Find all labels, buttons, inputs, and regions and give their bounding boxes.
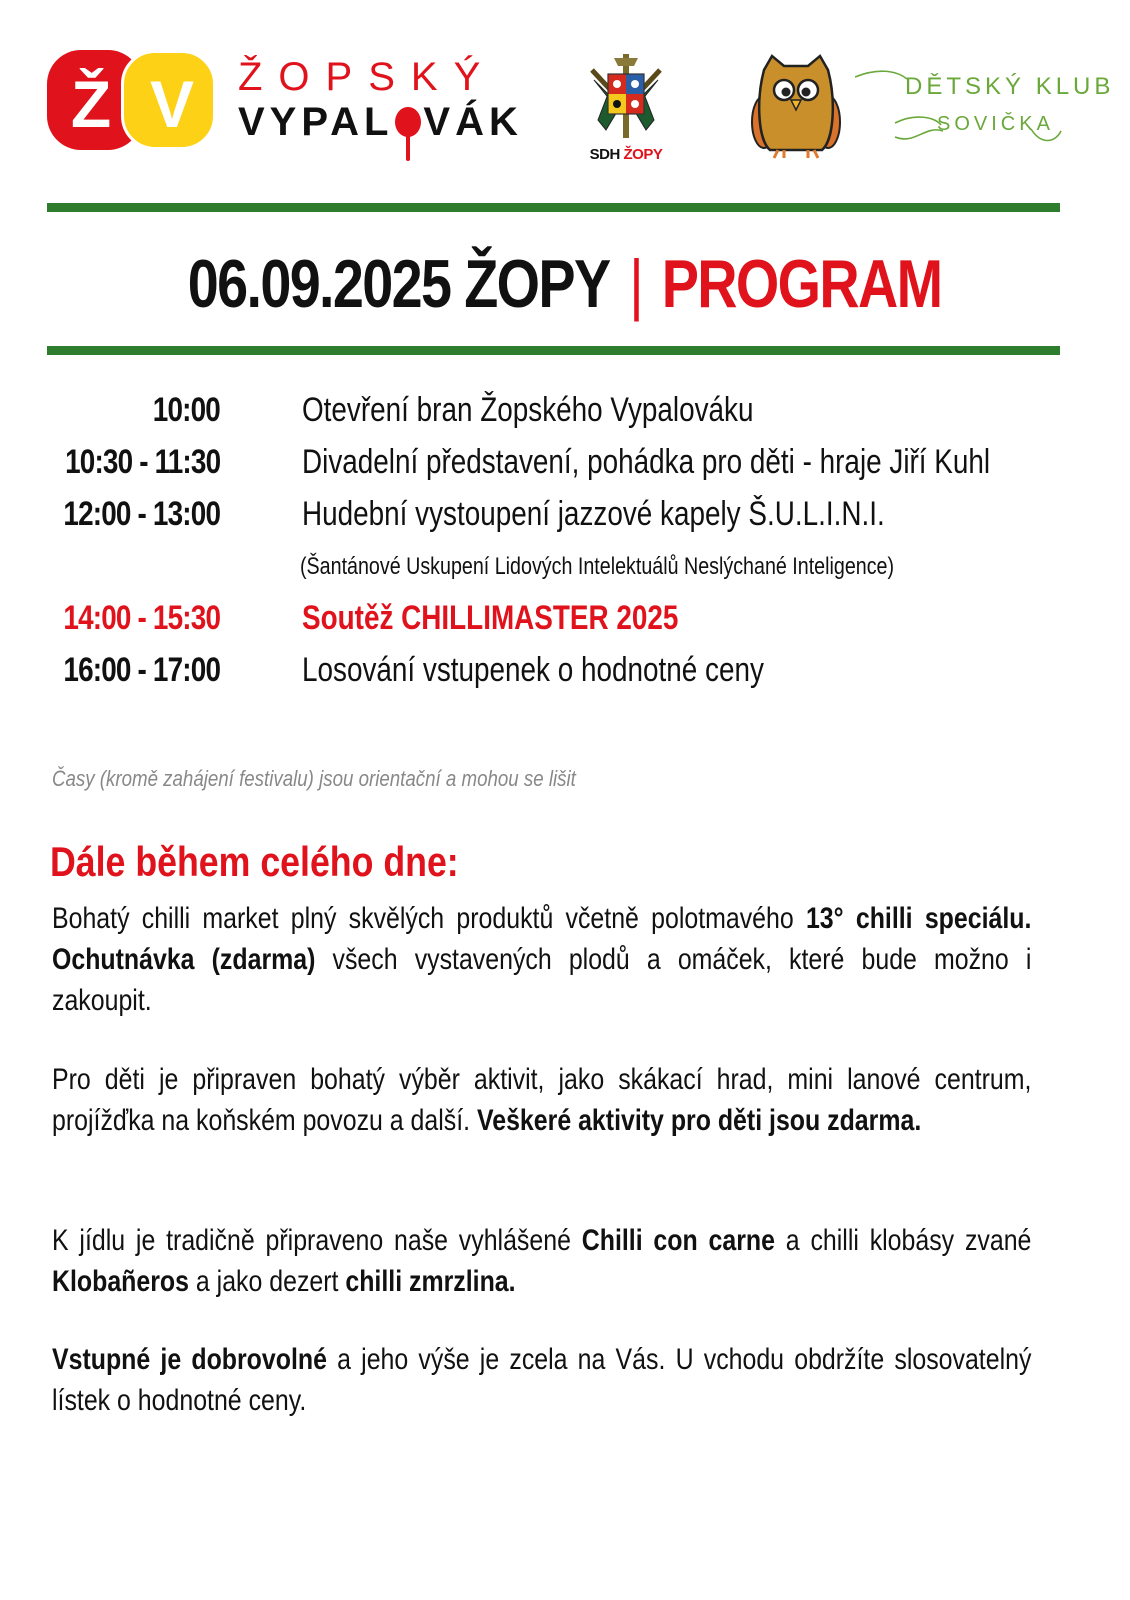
paragraph-kids bbox=[52, 1059, 1031, 1141]
sdh-name: ŽOPY bbox=[623, 146, 663, 163]
text-bold: Chilli con carne bbox=[581, 1224, 775, 1257]
text-bold: Veškeré aktivity pro děti jsou zdarma. bbox=[476, 1104, 922, 1137]
owl-icon bbox=[750, 50, 842, 162]
brand-line2-start: VYPAL bbox=[238, 100, 394, 144]
schedule-row-highlight bbox=[0, 593, 1130, 645]
schedule-desc: Losování vstupenek o hodnotné ceny bbox=[302, 651, 764, 689]
text: a chilli klobásy zvané bbox=[774, 1224, 1032, 1257]
title-date-place: 06.09.2025 ŽOPY bbox=[188, 246, 610, 322]
program-schedule bbox=[0, 385, 1130, 697]
schedule-time bbox=[138, 391, 220, 430]
schedule-time-text: 16:00 - 17:00 bbox=[63, 651, 220, 689]
schedule-desc: Soutěž CHILLIMASTER 2025 bbox=[302, 599, 679, 637]
firefighter-crest-icon bbox=[588, 50, 664, 142]
text: a jeho výše je zcela na Vás. U vchodu obdržíte slosovatelný lístek o hodnotné ceny. bbox=[52, 1343, 1032, 1417]
sdh-prefix: SDH bbox=[589, 146, 620, 163]
zv-logo-letter-v: V bbox=[149, 67, 195, 141]
schedule-row bbox=[0, 645, 1130, 697]
sdh-logo bbox=[580, 50, 672, 170]
paragraph-entry bbox=[52, 1339, 1031, 1421]
title-program: PROGRAM bbox=[662, 246, 942, 322]
schedule-time bbox=[31, 443, 220, 482]
chili-icon bbox=[395, 107, 421, 137]
text: všech vystavených plodů a omáček, které bude možno i zakoupit. bbox=[52, 943, 1032, 1017]
text: Pro děti je připraven bohatý výběr aktivit, jako skákací hrad, mini lanové centrum, projížďka na koňském povozu a další. bbox=[52, 1063, 1032, 1137]
schedule-row bbox=[0, 385, 1130, 437]
schedule-row-subnote bbox=[0, 541, 1130, 593]
title-rule-bottom bbox=[47, 346, 1060, 355]
schedule-time bbox=[29, 495, 220, 534]
detsky-klub-logo bbox=[855, 65, 1115, 155]
brand-line2 bbox=[238, 99, 523, 145]
schedule-time-text: 14:00 - 15:30 bbox=[63, 599, 220, 637]
club-name-line2: SOVIČKA bbox=[937, 113, 1054, 135]
schedule-time-text: 10:00 bbox=[152, 391, 220, 429]
text: Bohatý chilli market plný skvělých produktů včetně polotmavého bbox=[52, 902, 806, 935]
brand-line1: ŽOPSKÝ bbox=[238, 55, 497, 99]
text-bold: chilli zmrzlina. bbox=[345, 1265, 516, 1298]
schedule-desc: Hudební vystoupení jazzové kapely Š.U.L.I.N.I. bbox=[302, 495, 885, 533]
text: a jako dezert bbox=[188, 1265, 346, 1298]
times-disclaimer: Časy (kromě zahájení festivalu) jsou orientační a mohou se lišit bbox=[52, 766, 576, 791]
zv-logo bbox=[47, 50, 217, 150]
brand-wordmark bbox=[238, 55, 523, 145]
schedule-row bbox=[0, 437, 1130, 489]
sdh-label bbox=[580, 146, 672, 163]
paragraph-market bbox=[52, 898, 1031, 1021]
text-bold: 13° chilli speciálu. Ochutnávka (zdarma) bbox=[52, 902, 1032, 976]
text: K jídlu je tradičně připraveno naše vyhlášené bbox=[52, 1224, 582, 1257]
schedule-time-text: 12:00 - 13:00 bbox=[63, 495, 220, 533]
zv-logo-letter-z: Ž bbox=[70, 67, 112, 141]
title-separator: | bbox=[629, 246, 643, 322]
paragraph-food bbox=[52, 1220, 1031, 1302]
schedule-time bbox=[29, 599, 220, 638]
schedule-time bbox=[29, 651, 220, 690]
schedule-time-text: 10:30 - 11:30 bbox=[64, 443, 220, 481]
text-bold: Klobañeros bbox=[52, 1265, 189, 1298]
schedule-desc: Divadelní představení, pohádka pro děti - hraje Jiří Kuhl bbox=[302, 443, 991, 481]
section-title: Dále během celého dne: bbox=[50, 838, 459, 885]
schedule-desc: Otevření bran Žopského Vypalováku bbox=[302, 391, 754, 429]
page-title bbox=[0, 244, 1130, 324]
club-name-line1: DĚTSKÝ KLUB bbox=[905, 73, 1115, 100]
schedule-row bbox=[0, 489, 1130, 541]
title-rule-top bbox=[47, 203, 1060, 212]
text-bold: Vstupné je dobrovolné bbox=[52, 1343, 327, 1376]
schedule-desc-abbreviation: (Šantánové Uskupení Lidových Intelektuálů Neslýchané Inteligence) bbox=[300, 553, 895, 580]
brand-line2-end: VÁK bbox=[423, 100, 523, 144]
